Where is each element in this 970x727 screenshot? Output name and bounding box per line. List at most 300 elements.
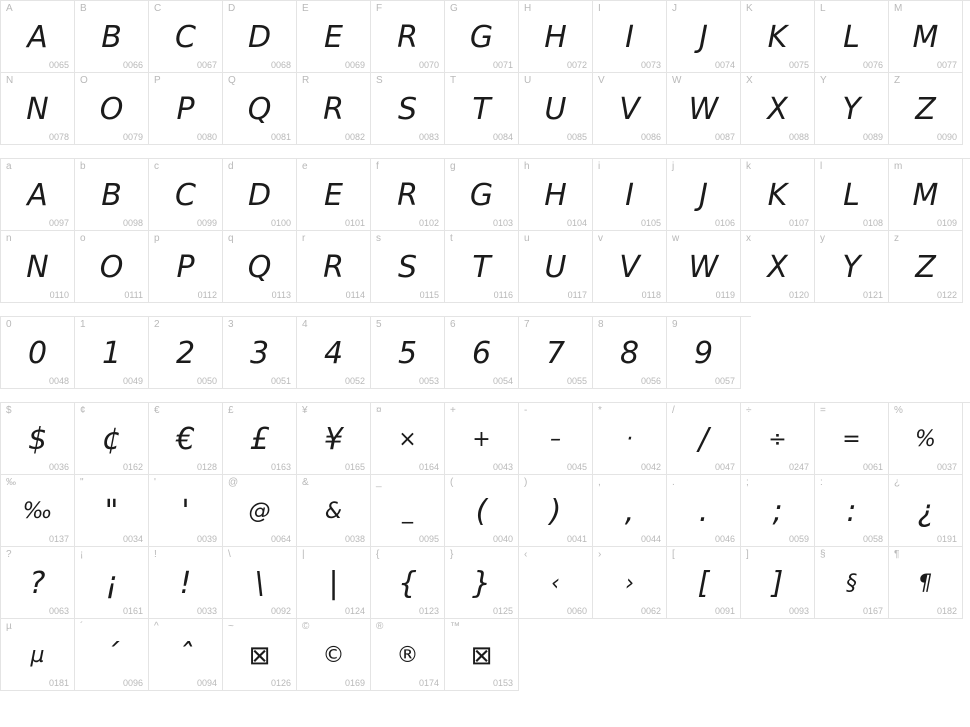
glyph-preview: 0 (27, 336, 48, 371)
glyph-cell[interactable] (519, 547, 593, 619)
glyph-cell[interactable] (297, 403, 371, 475)
glyph-cell[interactable] (593, 547, 667, 619)
glyph-cell[interactable] (667, 547, 741, 619)
glyph-preview: ⊠ (470, 641, 493, 671)
glyph-cell[interactable] (1, 1, 75, 73)
glyph-char-code: 0045 (566, 462, 587, 472)
glyph-cell-empty (519, 619, 593, 691)
glyph-cell[interactable] (667, 1, 741, 73)
glyph-cell[interactable] (371, 317, 445, 389)
glyph-char-code: 0067 (196, 60, 217, 70)
glyph-cell[interactable] (371, 1, 445, 73)
glyph-char-code: 0071 (492, 60, 513, 70)
glyph-cell[interactable] (371, 475, 445, 547)
glyph-char-code: 0072 (566, 60, 587, 70)
glyph-key-label: V (598, 75, 605, 86)
glyph-preview: Z (915, 92, 936, 127)
glyph-cell[interactable] (149, 159, 223, 231)
glyph-cell[interactable] (223, 619, 297, 691)
glyph-key-label: c (154, 161, 159, 172)
glyph-key-label: + (450, 405, 456, 416)
glyph-char-code: 0108 (862, 218, 883, 228)
glyph-cell[interactable] (593, 159, 667, 231)
glyph-char-code: 0047 (714, 462, 735, 472)
glyph-cell[interactable] (1, 159, 75, 231)
glyph-key-label: ‰ (6, 477, 16, 488)
glyph-char-code: 0174 (418, 678, 439, 688)
glyph-char-code: 0112 (197, 290, 217, 300)
glyph-preview: R (323, 92, 344, 127)
glyph-preview: & (324, 499, 343, 524)
glyph-cell[interactable] (815, 475, 889, 547)
glyph-char-code: 0091 (714, 606, 735, 616)
glyph-preview: ] (771, 566, 784, 601)
glyph-cell[interactable] (223, 159, 297, 231)
glyph-char-code: 0102 (418, 218, 439, 228)
glyph-char-code: 0058 (862, 534, 883, 544)
glyph-char-code: 0107 (788, 218, 809, 228)
glyph-char-code: 0087 (714, 132, 735, 142)
glyph-block-symbols-and-punctuation (0, 402, 970, 691)
glyph-cell[interactable] (889, 231, 963, 303)
glyph-cell[interactable] (593, 475, 667, 547)
glyph-char-code: 0075 (788, 60, 809, 70)
glyph-char-code: 0070 (418, 60, 439, 70)
glyph-cell[interactable] (223, 73, 297, 145)
glyph-cell[interactable] (149, 231, 223, 303)
glyph-char-code: 0083 (418, 132, 439, 142)
glyph-preview: µ (30, 643, 45, 668)
glyph-cell[interactable] (519, 159, 593, 231)
glyph-cell[interactable] (75, 475, 149, 547)
glyph-cell[interactable] (667, 403, 741, 475)
glyph-cell[interactable] (371, 159, 445, 231)
glyph-key-label: - (524, 405, 528, 416)
glyph-preview: J (699, 20, 708, 55)
glyph-cell[interactable] (667, 317, 741, 389)
glyph-char-code: 0068 (270, 60, 291, 70)
glyph-char-code: 0105 (640, 218, 661, 228)
glyph-char-code: 0076 (862, 60, 883, 70)
glyph-preview: Y (842, 250, 861, 285)
glyph-char-code: 0093 (788, 606, 809, 616)
glyph-cell[interactable] (223, 475, 297, 547)
glyph-cell[interactable] (889, 403, 963, 475)
glyph-char-code: 0050 (196, 376, 217, 386)
glyph-cell[interactable] (519, 475, 593, 547)
glyph-char-code: 0078 (48, 132, 69, 142)
glyph-cell[interactable] (445, 1, 519, 73)
glyph-key-label: & (302, 477, 309, 488)
glyph-preview: P (176, 92, 195, 127)
glyph-key-label: s (376, 233, 381, 244)
glyph-char-code: 0059 (788, 534, 809, 544)
glyph-cell[interactable] (371, 619, 445, 691)
glyph-char-code: 0073 (640, 60, 661, 70)
glyph-cell[interactable] (1, 475, 75, 547)
glyph-key-label: z (894, 233, 899, 244)
glyph-key-label: 2 (154, 319, 160, 330)
glyph-cell[interactable] (445, 317, 519, 389)
glyph-cell[interactable] (519, 403, 593, 475)
glyph-preview: X (767, 92, 788, 127)
glyph-key-label: R (302, 75, 310, 86)
glyph-cell[interactable] (445, 231, 519, 303)
glyph-char-code: 0043 (492, 462, 513, 472)
glyph-preview: : (846, 494, 857, 529)
glyph-preview: / (698, 422, 709, 457)
glyph-char-code: 0161 (122, 606, 143, 616)
glyph-cell[interactable] (741, 403, 815, 475)
glyph-char-code: 0049 (122, 376, 143, 386)
glyph-preview: 6 (471, 336, 492, 371)
glyph-cell[interactable] (1, 317, 75, 389)
glyph-key-label: 1 (80, 319, 86, 330)
glyph-cell[interactable] (667, 73, 741, 145)
glyph-cell[interactable] (593, 73, 667, 145)
glyph-key-label: Y (820, 75, 827, 86)
glyph-cell[interactable] (889, 547, 963, 619)
glyph-char-code: 0052 (344, 376, 365, 386)
glyph-char-code: 0181 (48, 678, 69, 688)
glyph-cell[interactable] (149, 317, 223, 389)
glyph-char-code: 0113 (271, 290, 291, 300)
glyph-cell[interactable] (445, 159, 519, 231)
glyph-key-label: ' (154, 477, 156, 488)
glyph-char-code: 0085 (566, 132, 587, 142)
glyph-key-label: E (302, 3, 309, 14)
glyph-char-code: 0034 (122, 534, 143, 544)
glyph-key-label: ‹ (524, 549, 528, 560)
glyph-cell[interactable] (371, 73, 445, 145)
glyph-cell[interactable] (593, 403, 667, 475)
glyph-key-label: m (894, 161, 903, 172)
glyph-block-lowercase-letters (0, 158, 970, 303)
glyph-key-label: [ (672, 549, 675, 560)
glyph-cell[interactable] (1, 231, 75, 303)
glyph-char-code: 0066 (122, 60, 143, 70)
glyph-cell[interactable] (667, 159, 741, 231)
glyph-preview: ¶ (918, 571, 933, 596)
glyph-cell[interactable] (223, 403, 297, 475)
glyph-preview: . (698, 494, 709, 529)
glyph-cell[interactable] (1, 73, 75, 145)
glyph-key-label: 8 (598, 319, 604, 330)
glyph-cell[interactable] (593, 317, 667, 389)
block-spacer (0, 303, 970, 316)
glyph-preview: ® (396, 643, 419, 668)
glyph-cell[interactable] (815, 159, 889, 231)
glyph-cell[interactable] (75, 619, 149, 691)
glyph-key-label: o (80, 233, 86, 244)
glyph-cell[interactable] (75, 159, 149, 231)
glyph-key-label: H (524, 3, 532, 14)
glyph-key-label: X (746, 75, 753, 86)
glyph-preview: C (175, 178, 196, 213)
glyph-cell[interactable] (741, 1, 815, 73)
glyph-key-label: Z (894, 75, 901, 86)
glyph-preview: \ (254, 566, 265, 601)
glyph-cell[interactable] (815, 403, 889, 475)
glyph-preview: ¥ (323, 422, 344, 457)
glyph-key-label: n (6, 233, 12, 244)
glyph-preview: 4 (323, 336, 344, 371)
glyph-cell[interactable] (1, 619, 75, 691)
glyph-cell[interactable] (223, 317, 297, 389)
glyph-cell[interactable] (371, 231, 445, 303)
glyph-cell[interactable] (741, 547, 815, 619)
glyph-cell[interactable] (815, 547, 889, 619)
glyph-preview: 1 (101, 336, 122, 371)
glyph-cell[interactable] (297, 159, 371, 231)
glyph-key-label: _ (376, 477, 382, 488)
glyph-key-label: ¥ (302, 405, 308, 416)
glyph-char-code: 0044 (640, 534, 661, 544)
glyph-key-label: W (672, 75, 682, 86)
glyph-key-label: h (524, 161, 530, 172)
glyph-char-code: 0048 (48, 376, 69, 386)
glyph-cell[interactable] (297, 619, 371, 691)
glyph-key-label: j (672, 161, 675, 172)
glyph-preview: N (26, 92, 49, 127)
glyph-cell[interactable] (519, 1, 593, 73)
glyph-cell[interactable] (149, 475, 223, 547)
glyph-cell[interactable] (75, 231, 149, 303)
glyph-cell[interactable] (297, 73, 371, 145)
glyph-cell[interactable] (741, 231, 815, 303)
glyph-char-code: 0041 (566, 534, 587, 544)
glyph-cell[interactable] (75, 547, 149, 619)
glyph-cell[interactable] (519, 73, 593, 145)
glyph-preview: ⊠ (248, 641, 271, 671)
glyph-cell[interactable] (889, 73, 963, 145)
glyph-key-label: U (524, 75, 532, 86)
glyph-preview: › (625, 571, 634, 596)
glyph-preview: B (101, 20, 122, 55)
glyph-char-code: 0123 (418, 606, 439, 616)
glyph-cell[interactable] (815, 1, 889, 73)
glyph-grid (0, 402, 970, 691)
glyph-key-label: £ (228, 405, 234, 416)
glyph-cell[interactable] (297, 475, 371, 547)
glyph-cell[interactable] (889, 159, 963, 231)
glyph-cell[interactable] (223, 547, 297, 619)
glyph-char-code: 0039 (196, 534, 217, 544)
glyph-char-code: 0053 (418, 376, 439, 386)
glyph-preview: – (550, 427, 561, 452)
glyph-cell[interactable] (297, 547, 371, 619)
glyph-preview: X (767, 250, 788, 285)
glyph-cell[interactable] (445, 619, 519, 691)
glyph-preview: U (544, 250, 567, 285)
glyph-key-label: ] (746, 549, 749, 560)
glyph-cell[interactable] (297, 317, 371, 389)
glyph-preview: E (324, 20, 343, 55)
glyph-char-code: 0033 (196, 606, 217, 616)
glyph-preview: B (101, 178, 122, 213)
glyph-key-label: y (820, 233, 825, 244)
glyph-char-code: 0061 (862, 462, 883, 472)
glyph-preview: M (912, 20, 939, 55)
glyph-key-label: v (598, 233, 603, 244)
glyph-char-code: 0090 (936, 132, 957, 142)
glyph-char-code: 0153 (492, 678, 513, 688)
glyph-cell[interactable] (223, 231, 297, 303)
glyph-cell[interactable] (667, 475, 741, 547)
glyph-cell[interactable] (223, 1, 297, 73)
glyph-preview: U (544, 92, 567, 127)
glyph-preview: $ (27, 422, 48, 457)
glyph-cell[interactable] (75, 403, 149, 475)
glyph-preview: ÷ (768, 427, 787, 452)
glyph-char-code: 0119 (715, 290, 735, 300)
glyph-key-label: µ (6, 621, 12, 632)
glyph-preview: V (619, 250, 640, 285)
glyph-cell[interactable] (149, 73, 223, 145)
glyph-preview: H (544, 178, 567, 213)
glyph-char-code: 0062 (640, 606, 661, 616)
glyph-cell[interactable] (519, 231, 593, 303)
glyph-cell[interactable] (75, 317, 149, 389)
glyph-char-code: 0080 (196, 132, 217, 142)
glyph-key-label: ¢ (80, 405, 86, 416)
glyph-preview: ( (475, 494, 488, 529)
glyph-key-label: ; (746, 477, 749, 488)
glyph-key-label: ( (450, 477, 454, 488)
glyph-cell[interactable] (149, 547, 223, 619)
glyph-cell[interactable] (889, 475, 963, 547)
glyph-key-label: t (450, 233, 453, 244)
glyph-key-label: G (450, 3, 458, 14)
glyph-char-code: 0182 (936, 606, 957, 616)
glyph-key-label: w (672, 233, 680, 244)
glyph-key-label: T (450, 75, 457, 86)
glyph-cell[interactable] (741, 475, 815, 547)
glyph-char-code: 0040 (492, 534, 513, 544)
glyph-preview: 8 (619, 336, 640, 371)
glyph-cell[interactable] (149, 1, 223, 73)
glyph-cell[interactable] (667, 231, 741, 303)
glyph-cell[interactable] (371, 403, 445, 475)
glyph-char-code: 0118 (641, 290, 661, 300)
glyph-key-label: ^ (154, 621, 159, 632)
glyph-key-label: | (302, 549, 305, 560)
glyph-preview: 7 (545, 336, 566, 371)
glyph-char-code: 0099 (196, 218, 217, 228)
glyph-char-code: 0054 (492, 376, 513, 386)
glyph-cell[interactable] (741, 159, 815, 231)
block-spacer (0, 145, 970, 158)
glyph-preview: K (767, 178, 788, 213)
glyph-char-code: 0104 (566, 218, 587, 228)
glyph-preview: { (397, 566, 418, 601)
glyph-preview: W (688, 250, 719, 285)
glyph-cell[interactable] (75, 1, 149, 73)
glyph-preview: D (247, 20, 272, 55)
glyph-preview: P (176, 250, 195, 285)
glyph-cell[interactable] (815, 231, 889, 303)
glyph-cell[interactable] (1, 547, 75, 619)
block-spacer (0, 389, 970, 402)
glyph-cell[interactable] (889, 1, 963, 73)
glyph-preview: 3 (249, 336, 270, 371)
glyph-char-code: 0036 (48, 462, 69, 472)
glyph-char-code: 0110 (49, 290, 69, 300)
glyph-key-label: ¶ (894, 549, 900, 560)
glyph-char-code: 0081 (270, 132, 291, 142)
glyph-preview: W (688, 92, 719, 127)
glyph-key-label: x (746, 233, 751, 244)
glyph-char-code: 0074 (714, 60, 735, 70)
glyph-cell[interactable] (519, 317, 593, 389)
glyph-char-code: 0114 (345, 290, 365, 300)
glyph-preview: Q (247, 92, 272, 127)
glyph-cell[interactable] (445, 547, 519, 619)
glyph-key-label: 3 (228, 319, 234, 330)
glyph-cell[interactable] (445, 475, 519, 547)
glyph-grid (0, 158, 970, 303)
glyph-preview: A (27, 20, 48, 55)
glyph-key-label: S (376, 75, 383, 86)
glyph-key-label: © (302, 621, 310, 632)
glyph-cell[interactable] (1, 403, 75, 475)
glyph-preview: L (843, 20, 860, 55)
glyph-key-label: C (154, 3, 162, 14)
glyph-char-code: 0111 (124, 290, 143, 300)
glyph-key-label: \ (228, 549, 231, 560)
glyph-preview: ˆ (178, 638, 193, 673)
glyph-cell[interactable] (371, 547, 445, 619)
glyph-preview: S (397, 250, 418, 285)
glyph-char-code: 0095 (418, 534, 439, 544)
glyph-char-code: 0100 (270, 218, 291, 228)
glyph-char-code: 0098 (122, 218, 143, 228)
glyph-char-code: 0124 (344, 606, 365, 616)
glyph-cell[interactable] (815, 73, 889, 145)
glyph-cell[interactable] (445, 403, 519, 475)
glyph-char-code: 0086 (640, 132, 661, 142)
glyph-cell[interactable] (149, 619, 223, 691)
glyph-preview: [ (697, 566, 710, 601)
glyph-char-code: 0037 (936, 462, 957, 472)
glyph-char-code: 0069 (344, 60, 365, 70)
glyph-key-label: = (820, 405, 826, 416)
glyph-preview: = (842, 427, 861, 452)
glyph-preview: V (619, 92, 640, 127)
glyph-char-code: 0065 (48, 60, 69, 70)
glyph-preview: I (625, 178, 634, 213)
glyph-cell[interactable] (75, 73, 149, 145)
glyph-char-code: 0097 (48, 218, 69, 228)
glyph-char-code: 0137 (48, 534, 69, 544)
glyph-char-code: 0126 (270, 678, 291, 688)
glyph-cell[interactable] (593, 1, 667, 73)
glyph-key-label: d (228, 161, 234, 172)
glyph-key-label: ¡ (80, 549, 84, 560)
glyph-preview: H (544, 20, 567, 55)
glyph-key-label: 7 (524, 319, 530, 330)
glyph-char-code: 0247 (788, 462, 809, 472)
glyph-cell[interactable] (445, 73, 519, 145)
glyph-cell-empty (593, 619, 667, 691)
glyph-cell[interactable] (297, 231, 371, 303)
glyph-char-code: 0084 (492, 132, 513, 142)
glyph-cell[interactable] (297, 1, 371, 73)
glyph-cell[interactable] (593, 231, 667, 303)
glyph-key-label: A (6, 3, 13, 14)
glyph-cell[interactable] (149, 403, 223, 475)
glyph-cell[interactable] (741, 73, 815, 145)
